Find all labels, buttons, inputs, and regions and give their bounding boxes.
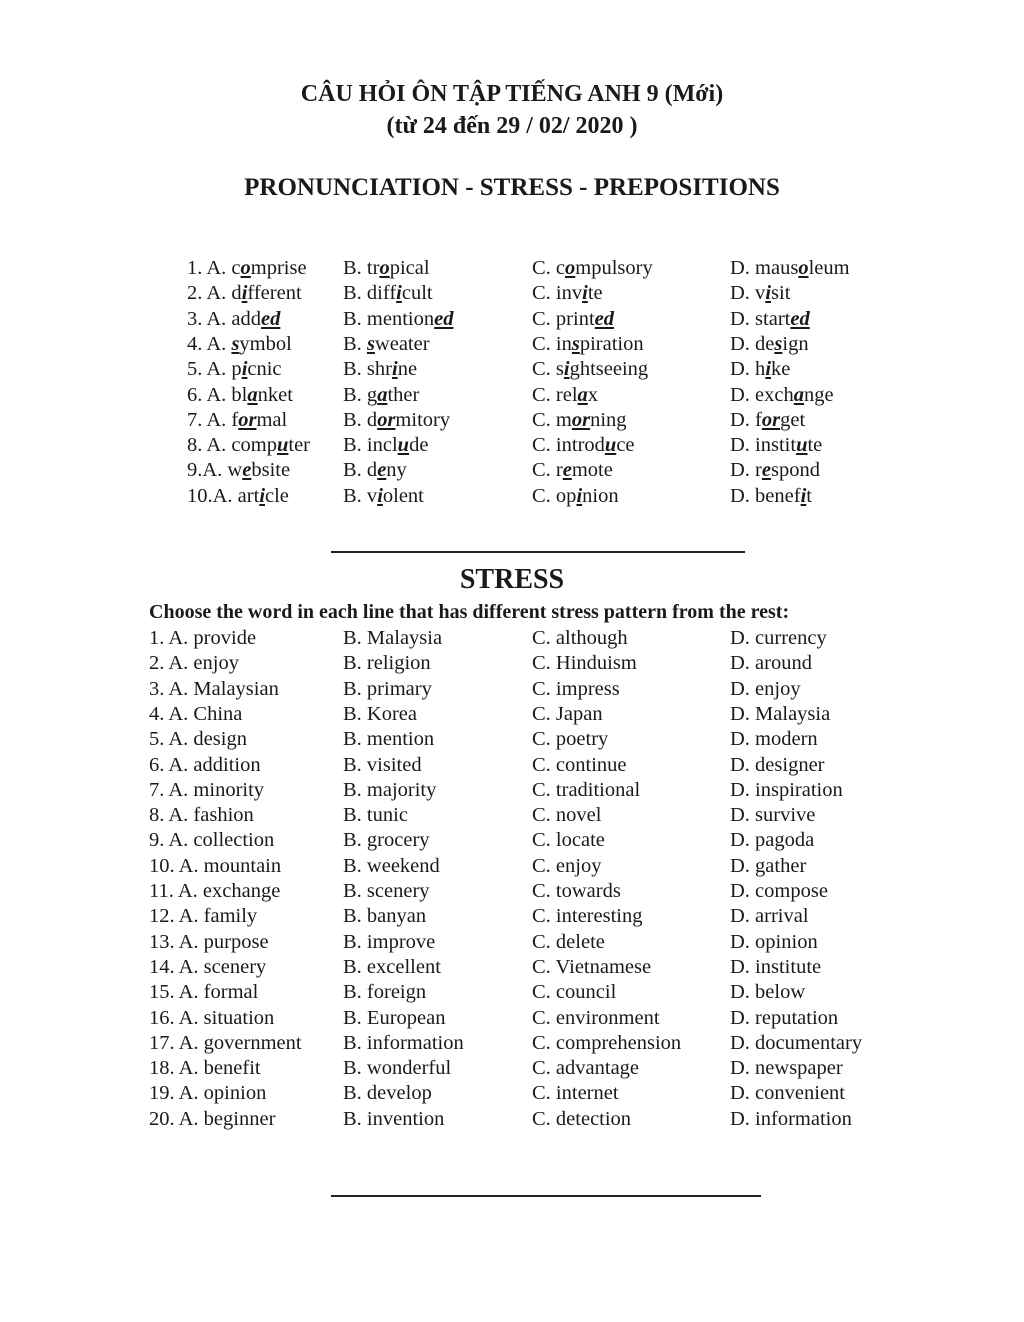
option-a: 6. A. addition [149, 753, 261, 776]
option-d [730, 459, 820, 482]
option-text: nge [804, 383, 834, 406]
option-text: leum [808, 257, 850, 279]
underlined-sound: i [563, 358, 570, 381]
option-text: ter [288, 434, 310, 457]
option-text: B. mention [343, 307, 435, 330]
option-text: ghtseeing [569, 358, 649, 381]
underlined-sound: o [240, 257, 251, 279]
option-text: B. incl [343, 434, 398, 457]
option-text: D. v [730, 282, 766, 305]
underlined-sound: i [241, 358, 248, 381]
option-c: C. environment [532, 1006, 660, 1029]
option-text: piration [579, 332, 644, 355]
underlined-sound: s [571, 332, 580, 355]
option-b [343, 333, 430, 356]
option-text: B. g [343, 383, 378, 406]
option-a: 12. A. family [149, 905, 258, 928]
option-text: ning [590, 408, 627, 431]
option-d [730, 384, 834, 407]
option-text: nion [582, 484, 619, 507]
option-a: 7. A. minority [149, 778, 265, 801]
option-text: D. start [730, 307, 791, 330]
section-title: PRONUNCIATION - STRESS - PREPOSITIONS [244, 174, 780, 201]
underlined-sound: a [577, 383, 588, 406]
option-b: B. Malaysia [343, 627, 443, 649]
option-a [187, 282, 302, 305]
option-text: mpulsory [575, 257, 653, 279]
option-text: B. d [343, 408, 378, 431]
option-text: sit [771, 282, 791, 305]
option-d [730, 358, 790, 381]
option-text: 2. A. d [187, 282, 242, 305]
option-a: 10. A. mountain [149, 854, 282, 877]
option-b [343, 358, 417, 381]
option-b: B. invention [343, 1107, 445, 1130]
option-c [532, 485, 619, 508]
option-text: te [807, 434, 823, 457]
option-text: B. v [343, 484, 378, 507]
underlined-sound: e [242, 459, 252, 482]
option-c: C. interesting [532, 905, 643, 928]
underlined-sound: o [798, 257, 809, 279]
option-c: C. comprehension [532, 1031, 682, 1054]
option-text: C. in [532, 332, 572, 355]
option-b [343, 459, 407, 482]
option-text: 9.A. w [187, 459, 243, 482]
option-c [532, 384, 598, 407]
option-text: cle [265, 484, 289, 507]
option-a [187, 434, 310, 457]
underlined-sound: i [396, 282, 402, 305]
option-a [187, 409, 287, 432]
option-text: mitory [395, 408, 451, 431]
option-text: ny [386, 459, 407, 482]
option-text: C. m [532, 408, 572, 431]
option-b [343, 308, 453, 331]
underlined-sound: i [765, 282, 772, 305]
underlined-sound: i [391, 358, 398, 381]
option-text: ther [387, 383, 420, 406]
option-b: B. European [343, 1006, 446, 1029]
option-b: B. religion [343, 652, 431, 675]
option-b [343, 434, 428, 457]
document-title: CÂU HỎI ÔN TẬP TIẾNG ANH 9 (Mới) [300, 81, 724, 107]
underlined-sound: or [377, 408, 396, 431]
option-text: olent [382, 484, 424, 507]
option-d [730, 485, 812, 508]
option-c: C. council [532, 981, 617, 1004]
option-text: de [409, 434, 429, 457]
option-c [532, 459, 613, 482]
option-a [187, 358, 282, 381]
option-text: ce [616, 434, 635, 457]
option-c [532, 358, 648, 381]
option-text: 4. A. [187, 332, 232, 355]
stress-heading: STRESS [459, 564, 565, 595]
option-text: pical [389, 257, 430, 279]
option-text: weater [374, 332, 430, 355]
option-b [343, 384, 419, 407]
option-d [730, 409, 805, 432]
option-c: C. enjoy [532, 854, 602, 877]
underlined-sound: e [562, 459, 572, 482]
option-b: B. weekend [343, 854, 440, 877]
option-c: C. Hinduism [532, 652, 637, 675]
option-text: cult [401, 282, 433, 305]
underlined-sound: u [604, 434, 617, 457]
underlined-sound: a [793, 383, 805, 406]
option-d [730, 434, 822, 457]
option-text: B. diff [343, 282, 397, 305]
option-d: D. pagoda [730, 829, 815, 852]
underlined-sound: o [565, 257, 576, 279]
option-c: C. detection [532, 1107, 632, 1130]
option-text: 7. A. f [187, 408, 239, 431]
option-c [532, 434, 635, 457]
option-c: C. although [532, 627, 628, 649]
option-text: C. s [532, 358, 564, 381]
option-d: D. around [730, 652, 812, 675]
option-text: D. exch [730, 383, 794, 406]
option-text: get [780, 408, 806, 431]
option-b: B. majority [343, 778, 437, 801]
option-text: C. rel [532, 383, 578, 406]
option-c: C. continue [532, 753, 627, 776]
option-d: D. reputation [730, 1006, 839, 1029]
option-b: B. primary [343, 677, 432, 700]
option-c: C. impress [532, 677, 620, 700]
option-a: 11. A. exchange [149, 880, 281, 902]
option-text: 10.A. art [187, 484, 260, 507]
underlined-sound: i [377, 484, 383, 507]
underlined-sound: s [774, 332, 783, 355]
option-text: C. op [532, 484, 577, 507]
option-b: B. develop [343, 1082, 432, 1105]
option-a: 4. A. China [149, 702, 243, 725]
option-a: 19. A. opinion [149, 1082, 267, 1105]
option-b: B. improve [343, 930, 436, 953]
option-a: 8. A. fashion [149, 804, 254, 827]
option-text: ke [771, 358, 791, 381]
option-text: 3. A. add [187, 307, 262, 330]
underlined-sound: or [238, 408, 257, 431]
divider [331, 551, 745, 553]
option-b: B. foreign [343, 981, 427, 1004]
option-d: D. gather [730, 854, 807, 877]
underlined-sound: ed [434, 307, 454, 330]
option-text: C. r [532, 459, 563, 482]
option-text: B. d [343, 459, 378, 482]
option-text: D. r [730, 459, 762, 482]
option-d [730, 282, 790, 305]
option-b: B. information [343, 1031, 464, 1054]
option-b: B. Korea [343, 702, 418, 725]
underlined-sound: s [231, 332, 240, 355]
underlined-sound: or [761, 408, 781, 431]
option-d: D. enjoy [730, 677, 801, 700]
option-text: D. benef [730, 484, 801, 507]
option-d: D. arrival [730, 905, 809, 928]
option-d: D. Malaysia [730, 702, 831, 725]
option-d [730, 257, 850, 280]
option-c [532, 308, 614, 331]
option-c: C. Japan [532, 702, 603, 725]
option-a: 1. A. provide [149, 627, 257, 649]
option-a [187, 485, 289, 508]
option-d: D. information [730, 1107, 852, 1130]
option-d: D. documentary [730, 1031, 863, 1054]
option-text: D. h [730, 358, 766, 381]
option-text: cnic [247, 358, 282, 381]
option-c [532, 282, 603, 305]
underlined-sound: o [379, 257, 390, 279]
option-text: t [806, 484, 812, 507]
option-text: mal [256, 408, 288, 431]
option-text: D. de [730, 332, 775, 355]
option-d: D. below [730, 981, 806, 1004]
option-text: te [587, 282, 603, 305]
option-text: C. print [532, 307, 595, 330]
option-a: 18. A. benefit [149, 1057, 261, 1080]
option-a: 3. A. Malaysian [149, 677, 279, 700]
option-text: bsite [251, 459, 291, 482]
underlined-sound: e [761, 459, 771, 482]
option-a: 16. A. situation [149, 1006, 275, 1029]
option-c [532, 257, 653, 280]
option-d: D. newspaper [730, 1057, 843, 1080]
option-a: 17. A. government [149, 1031, 302, 1054]
option-text: ne [397, 358, 418, 381]
option-text: mote [571, 459, 613, 482]
option-c: C. novel [532, 804, 602, 827]
underlined-sound: s [366, 332, 375, 355]
option-b: B. excellent [343, 955, 441, 978]
option-text: D. maus [730, 257, 799, 279]
underlined-sound: i [800, 484, 807, 507]
option-c: C. advantage [532, 1057, 640, 1080]
option-text: C. c [532, 257, 566, 279]
option-b: B. tunic [343, 804, 408, 827]
underlined-sound: a [377, 383, 388, 406]
option-c: C. locate [532, 829, 605, 852]
underlined-sound: or [571, 408, 591, 431]
option-b: B. wonderful [343, 1057, 452, 1080]
option-d: D. institute [730, 955, 822, 978]
option-text: C. inv [532, 282, 583, 305]
option-a [187, 384, 293, 407]
underlined-sound: ed [790, 307, 810, 330]
option-b [343, 257, 430, 280]
underlined-sound: i [576, 484, 583, 507]
option-a: 14. A. scenery [149, 955, 267, 978]
option-text: 5. A. p [187, 358, 242, 381]
option-text: D. f [730, 408, 762, 431]
document-date-range: (từ 24 đến 29 / 02/ 2020 ) [386, 113, 638, 139]
option-text: spond [771, 459, 820, 482]
option-d: D. modern [730, 728, 818, 751]
option-d: D. designer [730, 753, 825, 776]
option-text: x [587, 383, 599, 406]
option-a: 9. A. collection [149, 829, 275, 852]
option-text: 6. A. bl [187, 383, 248, 406]
underlined-sound: a [247, 383, 258, 406]
option-b [343, 409, 450, 432]
option-c: C. internet [532, 1082, 619, 1105]
option-a [187, 257, 307, 280]
option-text: B. [343, 332, 367, 355]
underlined-sound: ed [261, 307, 281, 330]
underlined-sound: i [582, 282, 588, 305]
option-a: 13. A. purpose [149, 930, 269, 953]
option-text: B. tr [343, 257, 380, 279]
option-d: D. currency [730, 627, 827, 649]
option-c: C. Vietnamese [532, 955, 652, 978]
underlined-sound: ed [594, 307, 615, 330]
option-b: B. banyan [343, 905, 427, 928]
underlined-sound: i [765, 358, 772, 381]
option-a: 5. A. design [149, 728, 247, 751]
option-d [730, 308, 810, 331]
option-b: B. scenery [343, 880, 430, 902]
option-text: fferent [247, 282, 302, 305]
option-d [730, 333, 809, 356]
option-a: 15. A. formal [149, 981, 259, 1004]
option-d: D. inspiration [730, 778, 843, 801]
option-c: C. traditional [532, 778, 641, 801]
option-text: ign [782, 332, 809, 355]
option-a [187, 459, 290, 482]
option-text: ymbol [239, 332, 292, 355]
option-text: B. shr [343, 358, 392, 381]
option-d: D. convenient [730, 1082, 845, 1105]
option-a: 20. A. beginner [149, 1107, 276, 1130]
option-a [187, 308, 280, 331]
option-b: B. mention [343, 728, 435, 751]
option-c: C. towards [532, 880, 621, 902]
underlined-sound: u [397, 434, 410, 457]
underlined-sound: i [241, 282, 248, 305]
option-d: D. survive [730, 804, 816, 827]
option-text: C. introd [532, 434, 605, 457]
option-a: 2. A. enjoy [149, 652, 239, 675]
option-b [343, 485, 424, 508]
option-text: mprise [250, 257, 307, 279]
option-c [532, 409, 627, 432]
underlined-sound: e [377, 459, 387, 482]
option-c: C. poetry [532, 728, 609, 751]
option-text: 1. A. c [187, 257, 241, 279]
underlined-sound: u [796, 434, 808, 457]
option-c: C. delete [532, 930, 605, 953]
option-b: B. grocery [343, 829, 430, 852]
option-b: B. visited [343, 753, 422, 776]
option-d: D. opinion [730, 930, 818, 953]
option-text: nket [257, 383, 293, 406]
option-a [187, 333, 292, 356]
underlined-sound: i [259, 484, 266, 507]
option-text: 8. A. comp [187, 434, 277, 457]
option-d: D. compose [730, 880, 828, 902]
option-b [343, 282, 433, 305]
option-c [532, 333, 644, 356]
option-text: D. instit [730, 434, 797, 457]
divider [331, 1195, 761, 1197]
underlined-sound: u [276, 434, 289, 457]
stress-instruction: Choose the word in each line that has different stress pattern from the rest: [149, 601, 790, 623]
